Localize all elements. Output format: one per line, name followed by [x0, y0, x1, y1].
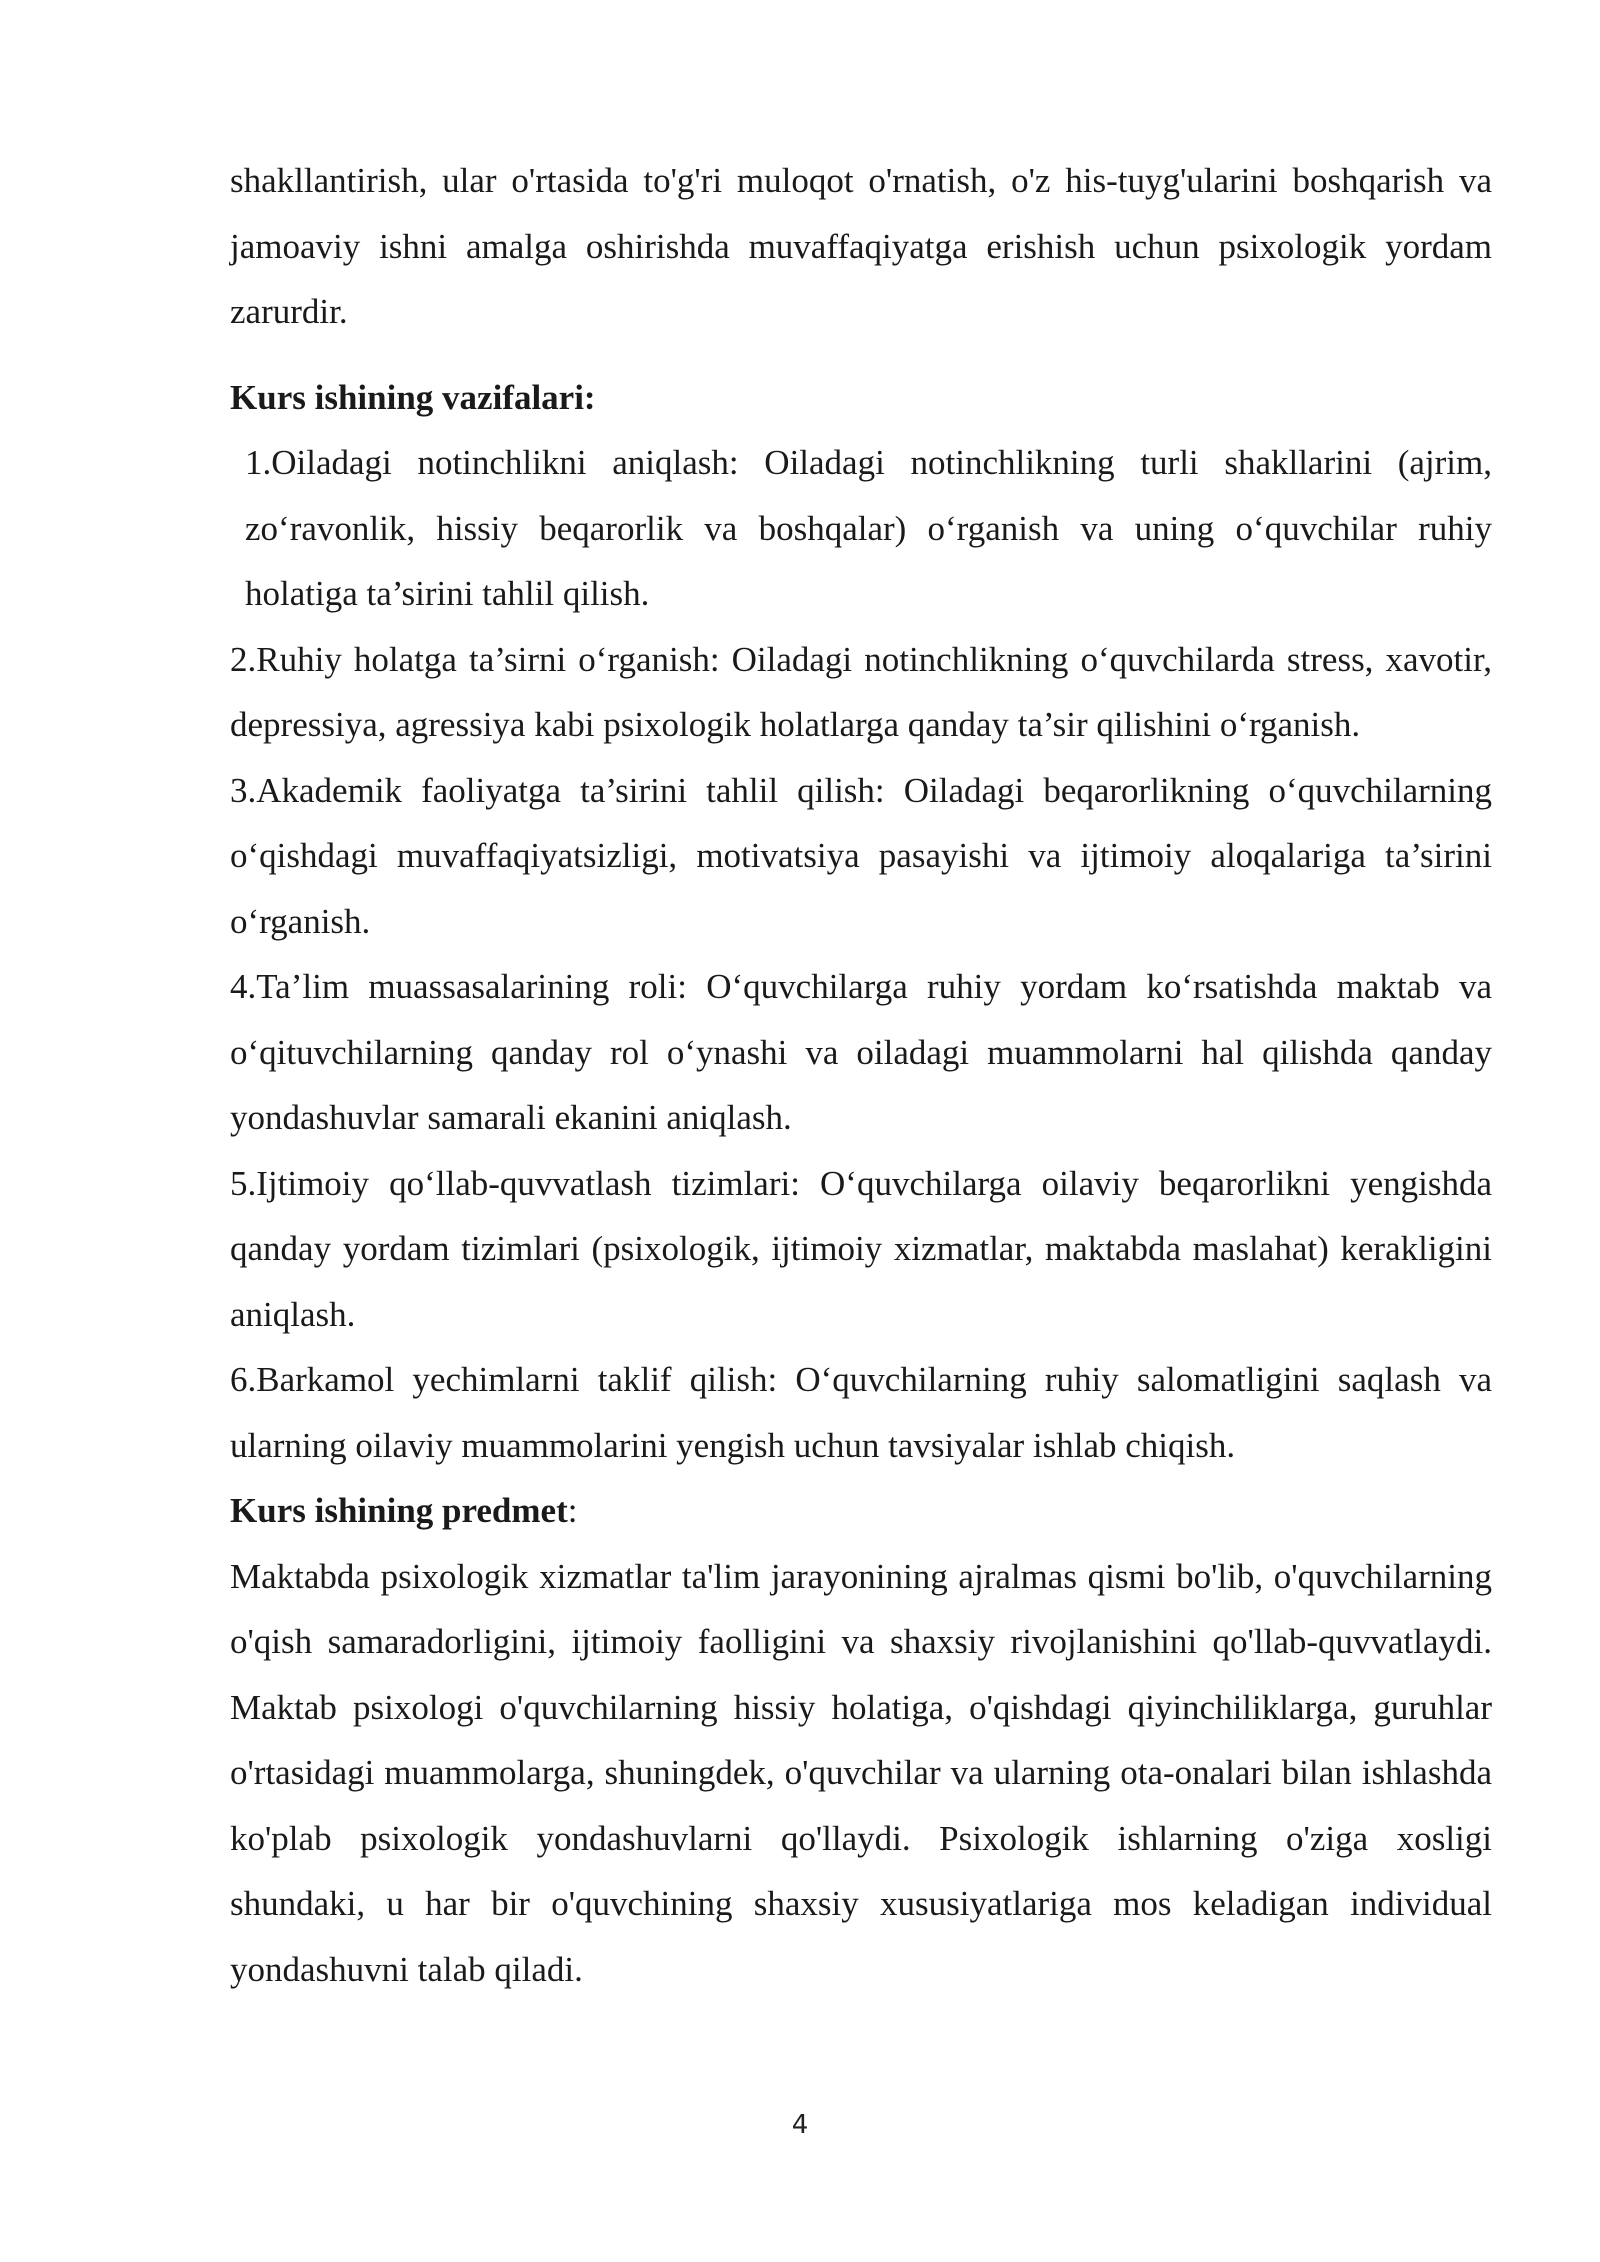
subject-heading-text: Kurs ishining predmet — [230, 1491, 568, 1530]
subject-paragraph: Maktabda psixologik xizmatlar ta'lim jarayonining ajralmas qismi bo'lib, o'quvchilarning o'qish samaradorligini, ijtimoiy faolligini va shaxsiy rivojlanishini qo'llab-quvvatlaydi. Maktab psixologi o'quvchilarning hissiy holatiga, o'qishdagi qiyinchiliklarga, guruhlar o'rtasidagi muammolarga, shuningdek, o'quvchilar va ularning ota-onalari bilan ishlashda ko'plab psixologik yondashuvlarni qo'llaydi. Psixologik ishlarning o'ziga xosligi shundaki, u har bir o'quvchining shaxsiy xususiyatlariga mos keladigan individual yondashuvni talab qiladi. — [230, 1556, 1492, 1989]
subject-heading-colon: : — [567, 1491, 578, 1530]
task-item-4: 4.Ta’lim muassasalarining roli: O‘quvchilarga ruhiy yordam ko‘rsatishda maktab va o‘qituvchilarning qanday rol o‘ynashi va oiladagi muammolarni hal qilishda qanday yondashuvlar samarali ekanini aniqlash. — [230, 967, 1492, 1137]
page-body — [230, 148, 1492, 2002]
task-item-5: 5.Ijtimoiy qo‘llab-quvvatlash tizimlari: O‘quvchilarga oilaviy beqarorlikni yengishda qanday yordam tizimlari (psixologik, ijtimoiy xizmatlar, maktabda maslahat) kerakligini aniqlash. — [230, 1163, 1492, 1334]
task-item-3: 3.Akademik faoliyatga ta’sirini tahlil qilish: Oiladagi beqarorlikning o‘quvchilarning o‘qishdagi muvaffaqiyatsizligi, motivatsiya pasayishi va ijtimoiy aloqalariga ta’sirini o‘rganish. — [230, 770, 1492, 941]
page-number: 4 — [791, 2110, 809, 2140]
task-item-6: 6.Barkamol yechimlarni taklif qilish: O‘quvchilarning ruhiy salomatligini saqlash va ularning oilaviy muammolarini yengish uchun tavsiyalar ishlab chiqish. — [230, 1360, 1492, 1465]
intro-paragraph: shakllantirish, ular o'rtasida to'g'ri muloqot o'rnatish, o'z his-tuyg'ularini boshqarish va jamoaviy ishni amalga oshirishda muvaffaqiyatga erishish uchun psixologik yordam zarurdir. — [230, 161, 1492, 331]
subject-heading — [230, 1478, 1492, 1544]
task-item-2: 2.Ruhiy holatga ta’sirni o‘rganish: Oiladagi notinchlikning o‘quvchilarda stress, xavotir, depressiya, agressiya kabi psixologik holatlarga qanday ta’sir qilishini o‘rganish. — [230, 639, 1492, 744]
tasks-heading: Kurs ishining vazifalari: — [230, 377, 596, 417]
spacer — [230, 345, 1492, 365]
task-item-1: 1.Oiladagi notinchlikni aniqlash: Oiladagi notinchlikning turli shakllarini (ajrim, zo‘ravonlik, hissiy beqarorlik va boshqalar) o‘rganish va uning o‘quvchilar ruhiy holatiga ta’sirini tahlil qilish. — [245, 443, 1492, 613]
